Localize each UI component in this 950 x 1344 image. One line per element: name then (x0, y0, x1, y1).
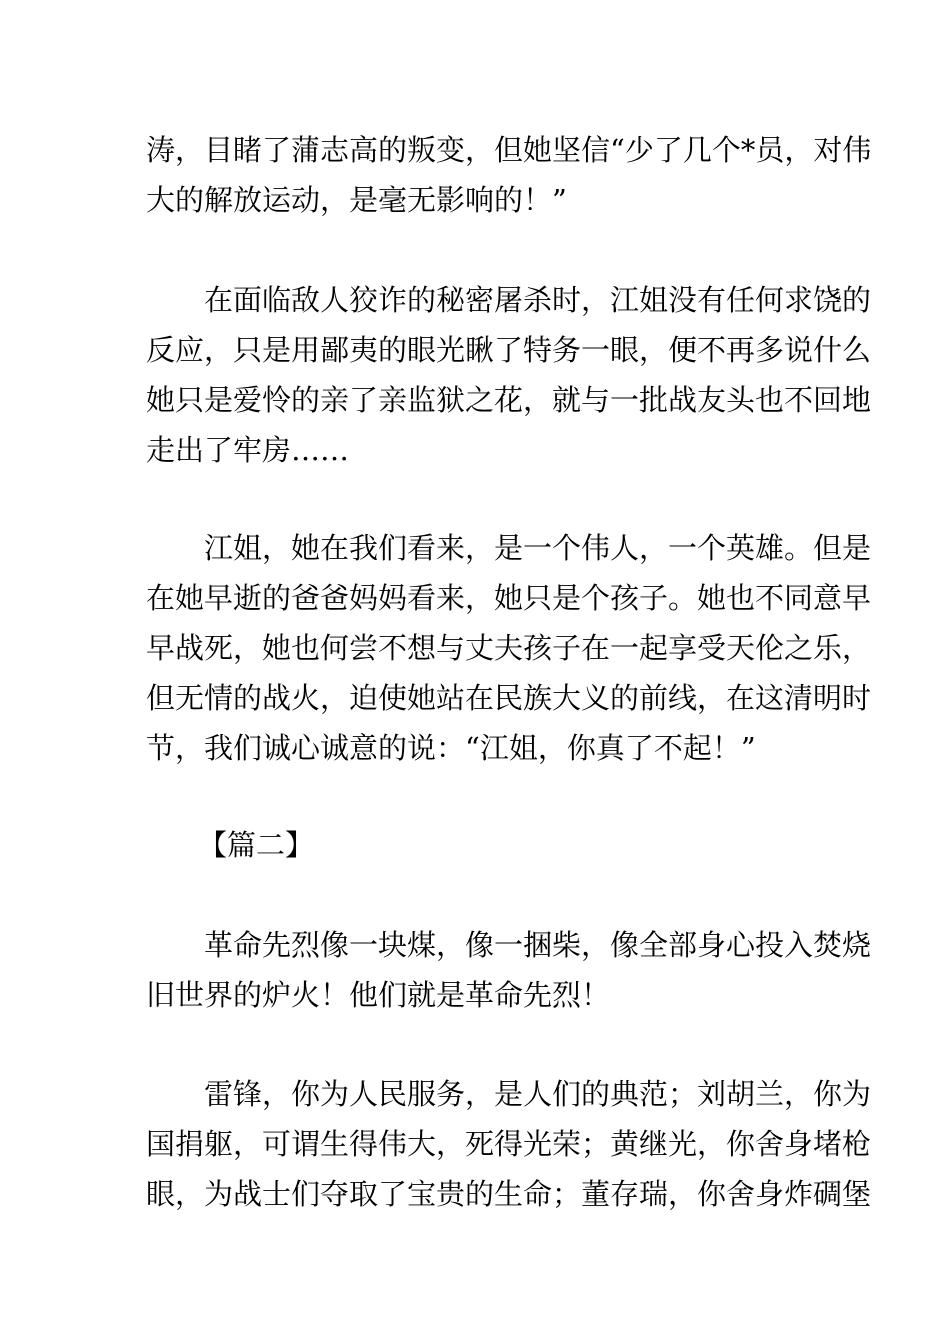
text-line: 眼，为战士们夺取了宝贵的生命；董存瑞，你舍身炸碉堡 (146, 1177, 872, 1211)
text-line: 旧世界的炉火！他们就是革命先烈！ (146, 978, 611, 1012)
paragraph-3 (146, 523, 872, 773)
paragraph-2 (146, 275, 872, 475)
text-line: 在她早逝的爸爸妈妈看来，她只是个孩子。她也不同意早 (146, 581, 872, 615)
text-line: 但无情的战火，迫使她站在民族大义的前线，在这清明时 (146, 681, 872, 715)
text-line: 她只是爱怜的亲了亲监狱之花，就与一批战友头也不回地 (146, 383, 872, 417)
section-heading: 【篇二】 (198, 828, 315, 862)
text-line: 大的解放运动，是毫无影响的！” (146, 183, 567, 217)
text-line: 国捐躯，可谓生得伟大，死得光荣；黄继光，你舍身堵枪 (146, 1127, 872, 1161)
text-line: 涛，目睹了蒲志高的叛变，但她坚信“少了几个*员，对伟 (146, 133, 872, 167)
paragraph-1 (146, 125, 872, 225)
text-line: 江姐，她在我们看来，是一个伟人，一个英雄。但是 (204, 531, 872, 565)
paragraph-5 (146, 1069, 872, 1219)
paragraph-4 (146, 920, 872, 1020)
text-line: 革命先烈像一块煤，像一捆柴，像全部身心投入焚烧 (204, 928, 872, 962)
text-line: 节，我们诚心诚意的说：“江姐，你真了不起！” (146, 731, 756, 765)
text-line: 在面临敌人狡诈的秘密屠杀时，江姐没有任何求饶的 (204, 283, 872, 317)
text-line: 雷锋，你为人民服务，是人们的典范；刘胡兰，你为 (204, 1077, 872, 1111)
text-line: 反应，只是用鄙夷的眼光瞅了特务一眼，便不再多说什么 (146, 333, 872, 367)
text-line: 走出了牢房…… (146, 433, 350, 467)
text-line: 早战死，她也何尝不想与丈夫孩子在一起享受天伦之乐， (146, 631, 872, 665)
